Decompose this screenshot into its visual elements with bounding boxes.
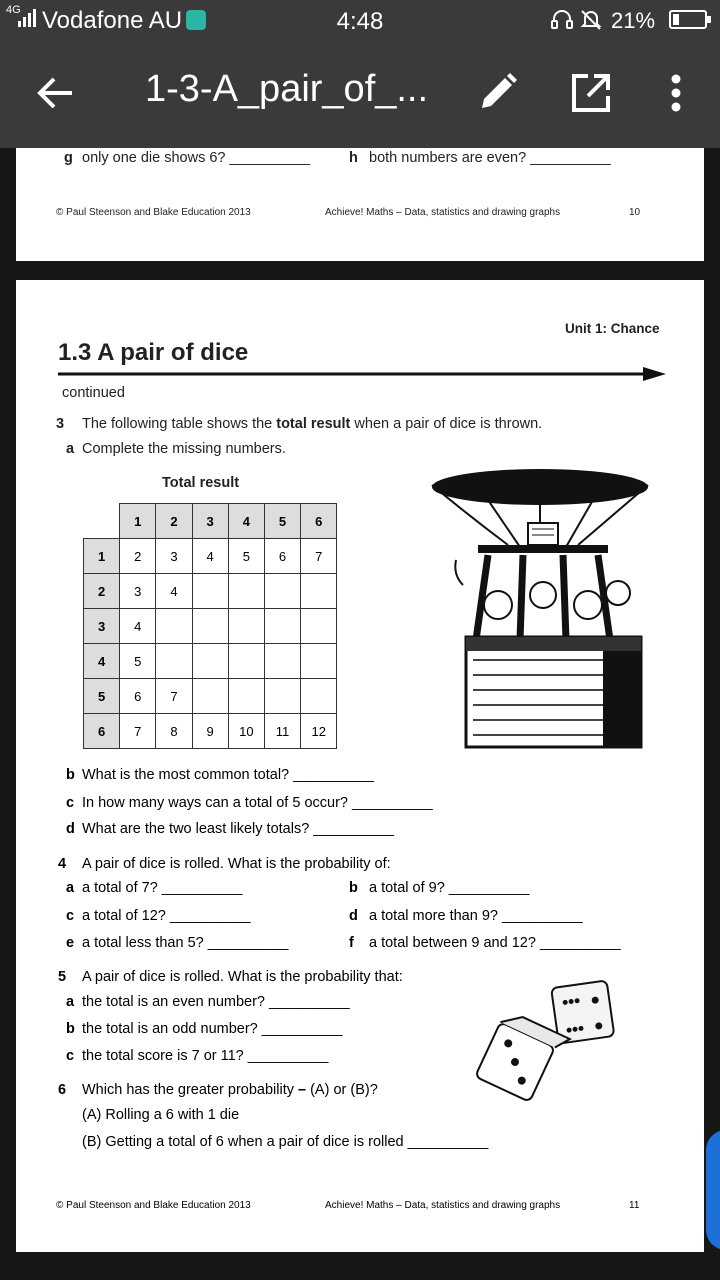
question-number: 3 xyxy=(56,416,65,432)
row-header: 4 xyxy=(84,644,120,679)
column-header: 5 xyxy=(264,504,300,539)
question-letter: c xyxy=(66,1048,75,1064)
table-cell xyxy=(301,644,337,679)
question-3c: In how many ways can a total of 5 occur? __________ xyxy=(82,795,433,811)
table-cell: 5 xyxy=(120,644,156,679)
document-title: 1-3-A_pair_of_... xyxy=(145,68,429,110)
heading-rule-arrow xyxy=(58,366,668,382)
question-5c: the total score is 7 or 11? __________ xyxy=(82,1048,329,1064)
section-heading: 1.3 A pair of dice xyxy=(58,339,249,366)
table-cell xyxy=(156,609,192,644)
table-cell: 10 xyxy=(228,714,264,749)
table-cell: 3 xyxy=(120,574,156,609)
table-cell: 4 xyxy=(192,539,228,574)
question-number: 4 xyxy=(58,856,67,872)
table-cell xyxy=(264,609,300,644)
more-vert-icon xyxy=(656,68,696,118)
footer-book-title: Achieve! Maths – Data, statistics and drawing graphs xyxy=(325,1200,561,1211)
status-bar xyxy=(0,0,720,38)
table-cell xyxy=(156,644,192,679)
row-header: 1 xyxy=(84,539,120,574)
question-4: A pair of dice is rolled. What is the probability of: xyxy=(82,856,391,872)
question-4e: a total less than 5? __________ xyxy=(82,935,289,951)
question-letter: d xyxy=(349,908,358,924)
question-4a: a total of 7? __________ xyxy=(82,880,243,896)
table-cell xyxy=(301,574,337,609)
more-options-button[interactable] xyxy=(656,68,696,118)
question-3: The following table shows the total result when a pair of dice is thrown. xyxy=(82,416,543,432)
edit-button[interactable] xyxy=(472,68,522,118)
question-3b: What is the most common total? __________ xyxy=(82,767,374,783)
question-letter: c xyxy=(66,908,75,924)
table-cell: 6 xyxy=(264,539,300,574)
question-h: both numbers are even? __________ xyxy=(369,150,611,166)
table-cell xyxy=(264,574,300,609)
scroll-handle[interactable] xyxy=(706,1130,720,1250)
column-header: 4 xyxy=(228,504,264,539)
question-number: 6 xyxy=(58,1082,67,1098)
unit-label: Unit 1: Chance xyxy=(565,321,660,336)
table-cell: 4 xyxy=(156,574,192,609)
table-row xyxy=(84,644,337,679)
question-4d: a total more than 9? __________ xyxy=(369,908,583,924)
table-cell xyxy=(192,609,228,644)
question-5: A pair of dice is rolled. What is the probability that: xyxy=(82,969,403,985)
table-cell: 7 xyxy=(301,539,337,574)
open-external-icon xyxy=(566,68,616,118)
table-cell xyxy=(192,679,228,714)
table-row xyxy=(84,609,337,644)
question-letter: a xyxy=(66,880,75,896)
question-4b: a total of 9? __________ xyxy=(369,880,530,896)
table-row xyxy=(84,539,337,574)
question-letter: f xyxy=(349,935,354,951)
battery-icon xyxy=(669,10,707,29)
question-3a: Complete the missing numbers. xyxy=(82,441,286,457)
table-cell: 4 xyxy=(120,609,156,644)
table-row xyxy=(84,714,337,749)
question-letter: a xyxy=(66,441,75,457)
footer-page-number: 10 xyxy=(629,207,641,218)
app-bar xyxy=(0,38,720,148)
table-cell: 8 xyxy=(156,714,192,749)
question-6-option-a: (A) Rolling a 6 with 1 die xyxy=(82,1107,240,1123)
question-5a: the total is an even number? __________ xyxy=(82,994,350,1010)
table-cell: 3 xyxy=(156,539,192,574)
question-4c: a total of 12? __________ xyxy=(82,908,251,924)
table-cell xyxy=(228,644,264,679)
table-cell: 6 xyxy=(120,679,156,714)
question-5b: the total is an odd number? __________ xyxy=(82,1021,343,1037)
network-type: 4G xyxy=(6,4,21,16)
question-letter: b xyxy=(349,880,358,896)
carrier-name: Vodafone AU xyxy=(42,7,183,34)
footer-copyright: © Paul Steenson and Blake Education 2013 xyxy=(56,207,251,218)
question-4f: a total between 9 and 12? __________ xyxy=(369,935,621,951)
table-row xyxy=(84,679,337,714)
status-icons xyxy=(550,8,603,30)
table-row xyxy=(84,574,337,609)
row-header: 5 xyxy=(84,679,120,714)
question-letter: b xyxy=(66,1021,75,1037)
dice-illustration xyxy=(475,972,635,1102)
footer-page-number: 11 xyxy=(629,1200,640,1211)
question-letter: g xyxy=(64,150,73,166)
column-header: 3 xyxy=(192,504,228,539)
table-cell: 9 xyxy=(192,714,228,749)
table-cell: 12 xyxy=(301,714,337,749)
table-cell xyxy=(301,679,337,714)
question-letter: b xyxy=(66,767,75,783)
open-with-button[interactable] xyxy=(566,68,616,118)
clock: 4:48 xyxy=(336,8,384,35)
table-cell: 5 xyxy=(228,539,264,574)
battery-percent: 21% xyxy=(611,8,656,33)
question-letter: d xyxy=(66,821,75,837)
pencil-icon xyxy=(472,68,522,118)
continued-label: continued xyxy=(62,385,125,401)
column-header: 1 xyxy=(120,504,156,539)
table-cell xyxy=(192,574,228,609)
table-title: Total result xyxy=(162,475,240,491)
footer-book-title: Achieve! Maths – Data, statistics and drawing graphs xyxy=(325,207,561,218)
question-letter: a xyxy=(66,994,75,1010)
total-result-table xyxy=(83,503,337,749)
table-cell: 11 xyxy=(264,714,300,749)
table-cell: 7 xyxy=(156,679,192,714)
table-cell xyxy=(228,574,264,609)
table-cell: 7 xyxy=(120,714,156,749)
table-cell xyxy=(228,609,264,644)
table-cell: 2 xyxy=(120,539,156,574)
pdf-page-10 xyxy=(16,148,704,261)
arrow-left-icon xyxy=(28,68,84,118)
question-letter: c xyxy=(66,795,75,811)
table-cell xyxy=(228,679,264,714)
question-letter: e xyxy=(66,935,75,951)
hot-air-balloon-illustration xyxy=(428,455,658,760)
mute-bell-icon xyxy=(579,8,603,30)
question-letter: h xyxy=(349,150,358,166)
question-g: only one die shows 6? __________ xyxy=(82,150,311,166)
question-3d: What are the two least likely totals? __________ xyxy=(82,821,394,837)
table-header-row xyxy=(84,504,337,539)
footer-copyright: © Paul Steenson and Blake Education 2013 xyxy=(56,1200,251,1211)
question-6-option-b: (B) Getting a total of 6 when a pair of dice is rolled __________ xyxy=(82,1134,489,1150)
table-cell xyxy=(301,609,337,644)
question-6: Which has the greater probability – (A) or (B)? xyxy=(82,1082,378,1098)
column-header: 2 xyxy=(156,504,192,539)
back-button[interactable] xyxy=(28,68,84,118)
row-header: 2 xyxy=(84,574,120,609)
column-header: 6 xyxy=(301,504,337,539)
row-header: 3 xyxy=(84,609,120,644)
table-corner xyxy=(84,504,120,539)
table-cell xyxy=(264,644,300,679)
headset-icon xyxy=(550,8,574,30)
table-cell xyxy=(192,644,228,679)
table-cell xyxy=(264,679,300,714)
question-number: 5 xyxy=(58,969,67,985)
row-header: 6 xyxy=(84,714,120,749)
